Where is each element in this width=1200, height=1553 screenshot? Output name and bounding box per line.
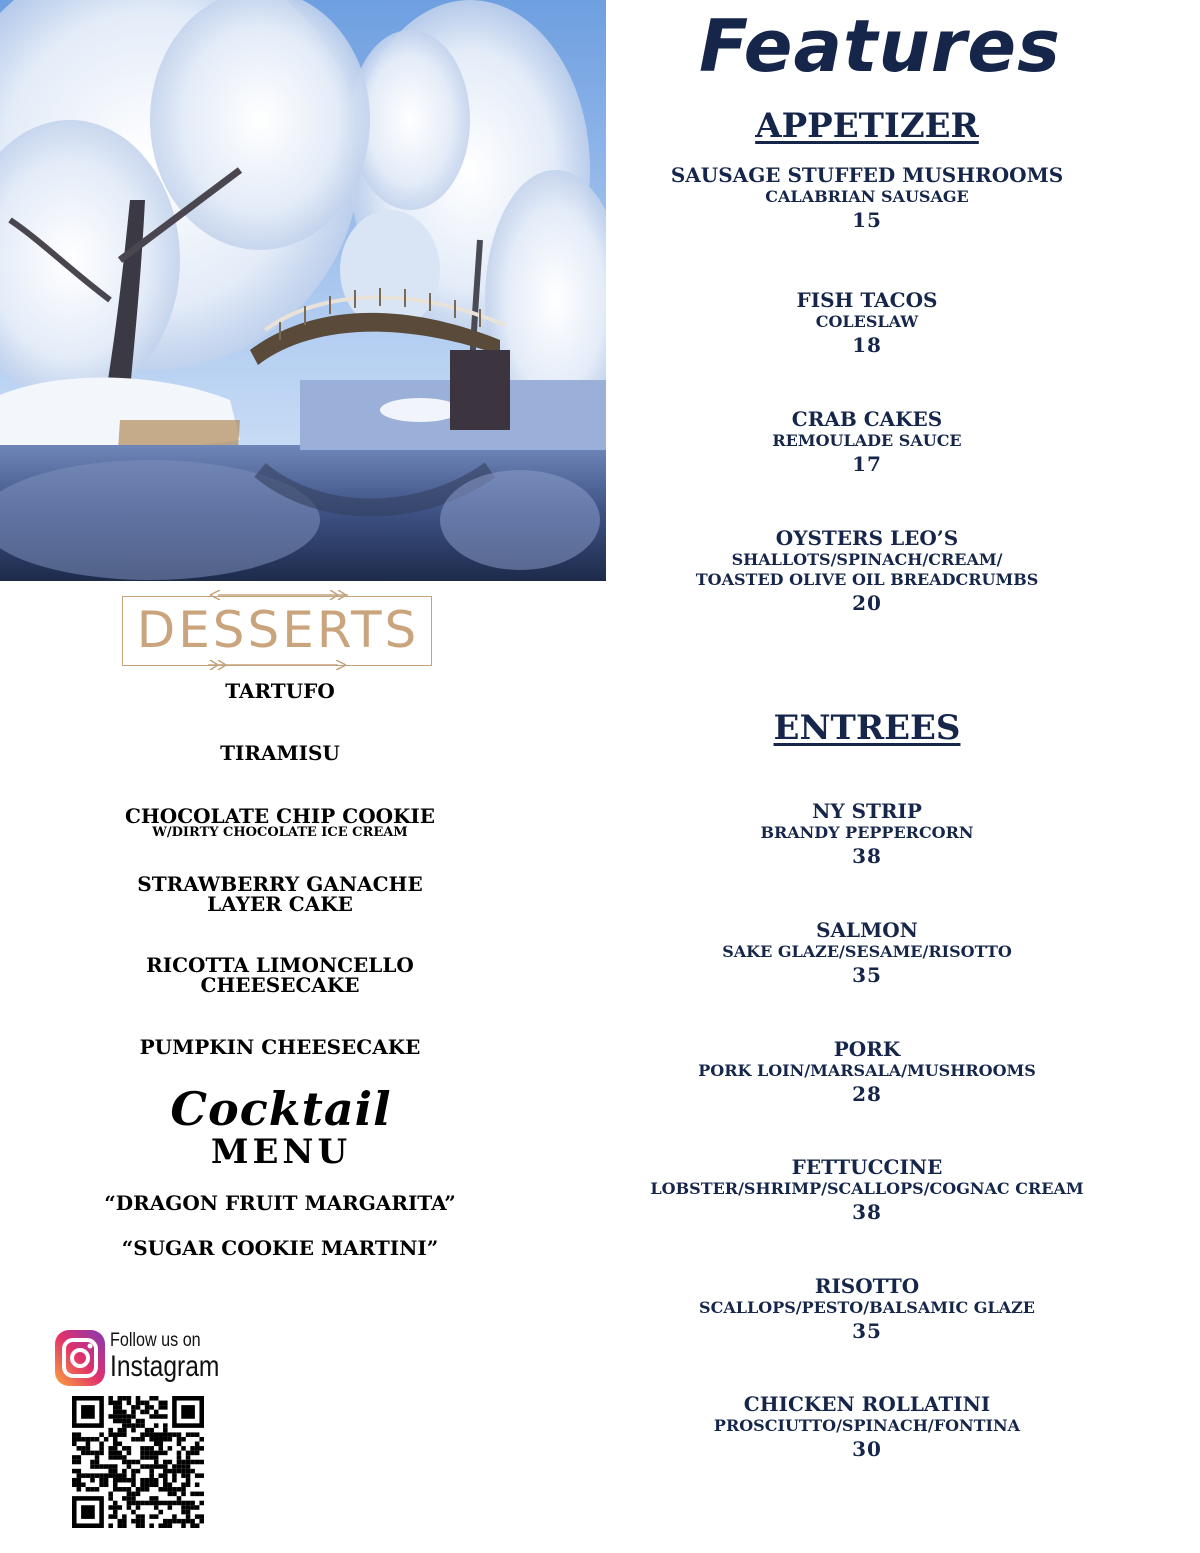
desserts-logo-text: DESSERTS: [136, 601, 420, 659]
dessert-item-chocolate-chip-cookie: [80, 806, 480, 839]
entrees-heading: ENTREES: [773, 708, 961, 748]
dessert-name: RICOTTA LIMONCELLO: [146, 953, 414, 977]
item-price: 38: [852, 844, 882, 868]
appetizer-item: [617, 163, 1117, 233]
item-desc: PORK LOIN/MARSALA/MUSHROOMS: [698, 1061, 1036, 1080]
item-desc: SHALLOTS/SPINACH/CREAM/: [731, 550, 1003, 569]
item-name: SALMON: [816, 918, 918, 942]
instagram-qr-code[interactable]: [72, 1396, 204, 1528]
item-desc: CALABRIAN SAUSAGE: [765, 187, 969, 206]
item-price: 17: [852, 452, 882, 476]
cocktail-logo-script: Cocktail: [170, 1082, 392, 1136]
page-title: Features: [699, 4, 1061, 88]
cocktail-menu-logo: [136, 1080, 426, 1172]
cocktail-logo-menu: MENU: [210, 1132, 352, 1172]
entree-item: [617, 918, 1117, 988]
dessert-item-tiramisu: [80, 743, 480, 763]
dessert-name: TARTUFO: [225, 679, 335, 703]
item-name: SAUSAGE STUFFED MUSHROOMS: [670, 163, 1064, 187]
dessert-name: STRAWBERRY GANACHE: [137, 872, 423, 896]
item-price: 20: [852, 591, 882, 615]
item-desc: BRANDY PEPPERCORN: [760, 823, 974, 842]
item-desc: LOBSTER/SHRIMP/SCALLOPS/COGNAC CREAM: [650, 1179, 1084, 1198]
dessert-name-line2: CHEESECAKE: [200, 973, 360, 997]
entree-item: [617, 1274, 1117, 1344]
dessert-item-ricotta-limoncello: [80, 955, 480, 995]
item-name: FETTUCCINE: [791, 1155, 943, 1179]
cocktail-item: “DRAGON FRUIT MARGARITA”: [104, 1191, 456, 1215]
entree-item: [617, 1155, 1117, 1225]
instagram-icon: [54, 1324, 106, 1390]
item-name: NY STRIP: [812, 799, 922, 823]
appetizer-heading: APPETIZER: [755, 106, 979, 146]
item-desc: SCALLOPS/PESTO/BALSAMIC GLAZE: [699, 1298, 1035, 1317]
item-desc: PROSCIUTTO/SPINACH/FONTINA: [713, 1416, 1021, 1435]
entree-item: [617, 1392, 1117, 1462]
item-name: CRAB CAKES: [791, 407, 943, 431]
dessert-item-strawberry-ganache: [80, 874, 480, 914]
item-price: 18: [852, 333, 882, 357]
dessert-sub: W/DIRTY CHOCOLATE ICE CREAM: [152, 825, 408, 840]
winter-bridge-photo: [0, 0, 606, 581]
dessert-name: TIRAMISU: [220, 741, 340, 765]
instagram-name-text: Instagram: [110, 1350, 220, 1383]
item-price: 35: [852, 963, 882, 987]
dessert-name: CHOCOLATE CHIP COOKIE: [124, 804, 436, 828]
item-price: 35: [852, 1319, 882, 1343]
item-name: CHICKEN ROLLATINI: [743, 1392, 991, 1416]
item-desc-line2: TOASTED OLIVE OIL BREADCRUMBS: [695, 570, 1039, 589]
dessert-name-line2: LAYER CAKE: [207, 892, 353, 916]
instagram-follow-text: Follow us on: [110, 1330, 201, 1351]
appetizer-item: [617, 526, 1117, 616]
instagram-follow-badge[interactable]: [54, 1322, 224, 1392]
item-desc: SAKE GLAZE/SESAME/RISOTTO: [722, 942, 1012, 961]
item-name: FISH TACOS: [796, 288, 938, 312]
item-price: 15: [852, 208, 882, 232]
arrow-left-icon: [208, 590, 348, 600]
item-price: 38: [852, 1200, 882, 1224]
item-price: 30: [852, 1437, 882, 1461]
qr-code-icon: [72, 1396, 204, 1528]
item-name: OYSTERS LEO’S: [775, 526, 959, 550]
arrow-right-icon: [208, 660, 348, 670]
item-desc: REMOULADE SAUCE: [772, 431, 962, 450]
dessert-item-pumpkin-cheesecake: [80, 1037, 480, 1057]
item-desc: COLESLAW: [815, 312, 919, 331]
appetizer-item: [617, 407, 1117, 477]
item-name: RISOTTO: [814, 1274, 920, 1298]
item-name: PORK: [833, 1037, 901, 1061]
appetizer-item: [617, 288, 1117, 358]
entree-item: [617, 799, 1117, 869]
entree-item: [617, 1037, 1117, 1107]
desserts-logo: [122, 590, 434, 668]
dessert-item-tartufo: [80, 681, 480, 701]
dessert-name: PUMPKIN CHEESECAKE: [139, 1035, 421, 1059]
item-price: 28: [852, 1082, 882, 1106]
cocktail-item: “SUGAR COOKIE MARTINI”: [121, 1236, 439, 1260]
